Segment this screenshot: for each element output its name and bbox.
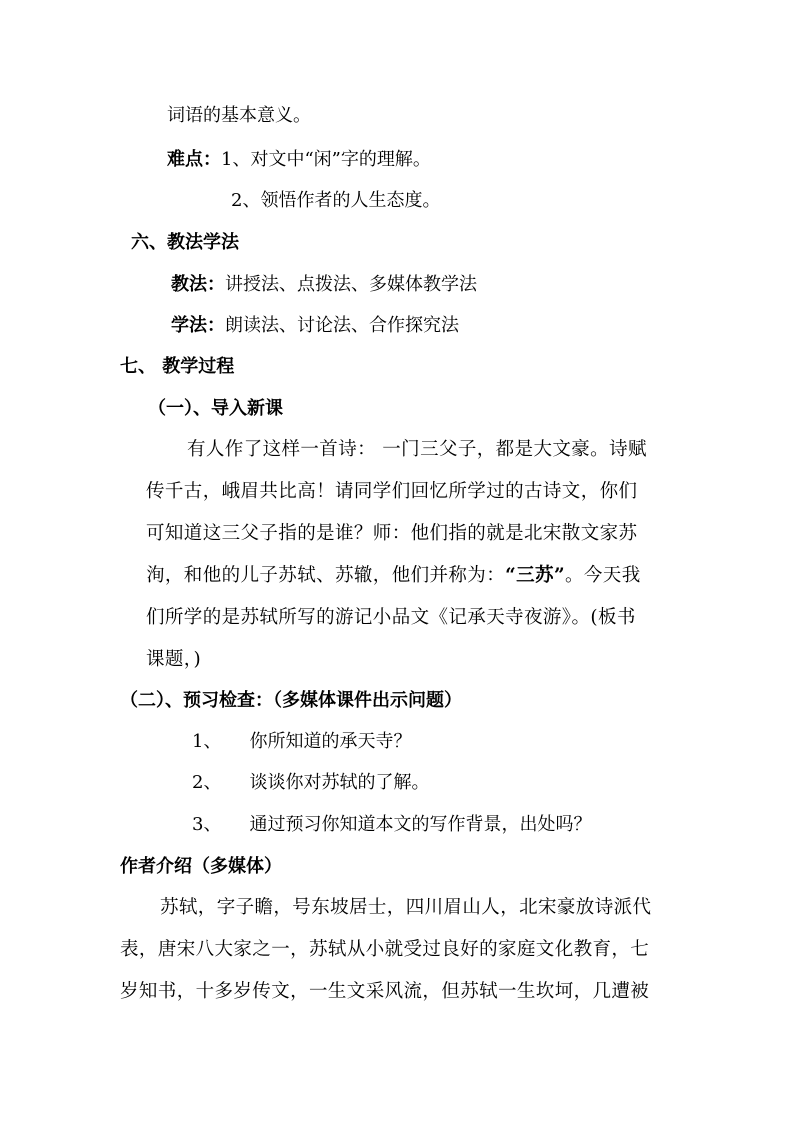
question-item xyxy=(192,814,591,836)
question-item xyxy=(192,772,429,794)
part-2-heading: （二）、预习检查：（多媒体课件出示问题） xyxy=(120,690,462,711)
intro-paragraph-line: 有人作了这样一首诗： 一门三父子，都是大文豪。诗赋 xyxy=(187,439,647,460)
question-text: 谈谈你对苏轼的了解。 xyxy=(249,772,430,793)
question-item xyxy=(192,731,411,753)
author-paragraph-line: 表，唐宋八大家之一，苏轼从小就受过良好的家庭文化教育，七 xyxy=(120,939,650,960)
author-intro-heading: 作者介绍（多媒体） xyxy=(120,856,282,877)
intro-paragraph-line: 传千古，峨眉共比高！请同学们回忆所学过的古诗文，你们 xyxy=(146,481,638,502)
difficulty-line-1 xyxy=(167,149,431,171)
question-number: 3、 xyxy=(192,814,222,835)
intro-paragraph-line: 课题，) xyxy=(146,649,202,670)
intro-paragraph-line xyxy=(146,565,641,587)
question-number: 2、 xyxy=(192,772,222,793)
learning-method-line xyxy=(171,315,459,337)
intro-paragraph-line: 可知道这三父子指的是谁？师：他们指的就是北宋散文家苏 xyxy=(146,523,638,544)
difficulty-label: 难点： xyxy=(167,149,221,170)
teaching-method-text: 讲授法、点拨法、多媒体教学法 xyxy=(225,274,477,295)
difficulty-line-2: 2、领悟作者的人生态度。 xyxy=(231,190,441,211)
section-6-heading: 六、教法学法 xyxy=(131,232,239,253)
intro-text-segment: 。今天我 xyxy=(565,565,641,586)
question-text: 你所知道的承天寺？ xyxy=(249,731,412,752)
san-su-term: “三苏” xyxy=(505,565,565,586)
author-paragraph-line: 岁知书，十多岁传文，一生文采风流，但苏轼一生坎坷，几遭被 xyxy=(120,981,650,1002)
continuation-line: 词语的基本意义。 xyxy=(167,105,311,126)
learning-method-label: 学法： xyxy=(171,315,225,336)
question-text: 通过预习你知道本文的写作背景，出处吗？ xyxy=(249,814,592,835)
learning-method-text: 朗读法、讨论法、合作探究法 xyxy=(225,315,459,336)
teaching-method-label: 教法： xyxy=(171,274,225,295)
part-1-heading: （一）、导入新课 xyxy=(148,398,283,419)
difficulty-item-1: 1、对文中“闲”字的理解。 xyxy=(221,149,431,170)
teaching-method-line xyxy=(171,274,477,296)
author-paragraph-line: 苏轼，字子瞻，号东坡居士，四川眉山人，北宋豪放诗派代 xyxy=(160,897,652,918)
intro-text-segment: 洵，和他的儿子苏轼、苏辙，他们并称为： xyxy=(146,565,506,586)
question-number: 1、 xyxy=(192,731,222,752)
intro-paragraph-line: 们所学的是苏轼所写的游记小品文《记承天寺夜游》。(板书 xyxy=(146,607,636,628)
section-7-heading: 七、 教学过程 xyxy=(120,356,235,377)
